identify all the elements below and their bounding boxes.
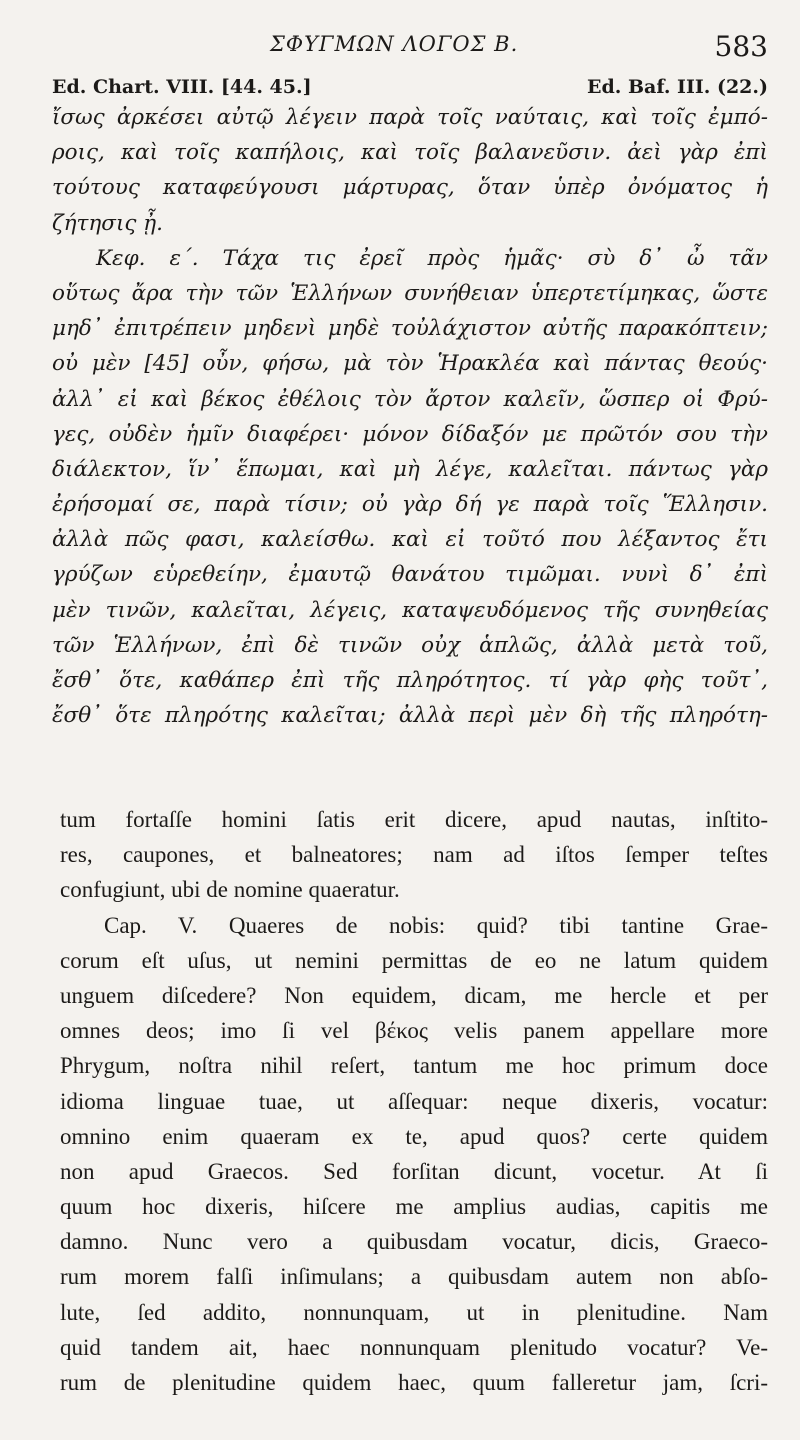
latin-line: confugiunt, ubi de nomine quaeratur. bbox=[60, 877, 400, 903]
edition-basel-reference: Ed. Baf. III. (22.) bbox=[586, 76, 768, 98]
latin-line: Phrygum, noſtra nihil reſert, tantum me hoc primum doce bbox=[60, 1053, 768, 1079]
latin-line: res, caupones, et balneatores; nam ad iſtos ſemper teſtes bbox=[60, 842, 768, 868]
greek-line: μηδ᾽ ἐπιτρέπειν μηδενὶ μηδὲ τοὐλάχιστον αὐτῆς παρακόπτειν; bbox=[52, 316, 768, 342]
greek-line: ἀλλὰ πῶς φασι, καλείσθω. καὶ εἰ τοῦτό που λέξαντος ἔτι bbox=[52, 527, 768, 553]
greek-line: τούτους καταφεύγουσι μάρτυρας, ὅταν ὑπὲρ ὀνόματος ἡ bbox=[52, 175, 768, 201]
latin-text-block bbox=[60, 802, 768, 1400]
latin-line: quum hoc dixeris, hiſcere me amplius audias, capitis me bbox=[60, 1194, 768, 1220]
greek-line: οὐ μὲν [45] οὖν, φήσω, μὰ τὸν Ἡρακλέα καὶ πάντας θεούς· bbox=[52, 351, 768, 377]
greek-line: τῶν Ἑλλήνων, ἐπὶ δὲ τινῶν οὐχ ἁπλῶς, ἀλλὰ μετὰ τοῦ, bbox=[52, 632, 768, 658]
latin-line: idioma linguae tuae, ut aſſequar: neque dixeris, vocatur: bbox=[60, 1088, 768, 1114]
latin-line: corum eſt uſus, ut nemini permittas de eo ne latum quidem bbox=[60, 947, 768, 973]
greek-line: οὕτως ἄρα τὴν τῶν Ἑλλήνων συνήθειαν ὑπερτετίμηκας, ὥστε bbox=[52, 280, 768, 306]
latin-line: omnes deos; imo ſi vel βέκος velis panem appellare more bbox=[60, 1018, 768, 1044]
greek-line: γρύζων εὑρεθείην, ἐμαυτῷ θανάτου τιμῶμαι. νυνὶ δ᾽ ἐπὶ bbox=[52, 562, 768, 588]
latin-line: lute, ſed addito, nonnunquam, ut in plenitudine. Nam bbox=[60, 1299, 768, 1325]
greek-line: διάλεκτον, ἵν᾽ ἕπωμαι, καὶ μὴ λέγε, καλεῖται. πάντως γὰρ bbox=[52, 456, 768, 482]
greek-line: ἔσθ᾽ ὅτε πληρότης καλεῖται; ἀλλὰ περὶ μὲν δὴ τῆς πληρότη- bbox=[52, 703, 768, 729]
greek-line: ἴσως ἀρκέσει αὐτῷ λέγειν παρὰ τοῖς ναύταις, καὶ τοῖς ἐμπό- bbox=[52, 105, 768, 130]
greek-line: ἐρήσομαί σε, παρὰ τίσιν; οὐ γὰρ δή γε παρὰ τοῖς Ἕλλησιν. bbox=[52, 492, 768, 518]
latin-line: unguem diſcedere? Non equidem, dicam, me hercle et per bbox=[60, 982, 768, 1008]
latin-line: Cap. V. Quaeres de nobis: quid? tibi tantine Grae- bbox=[104, 912, 768, 938]
greek-line: ἀλλ᾽ εἰ καὶ βέκος ἐθέλοις τὸν ἄρτον καλεῖν, ὥσπερ οἱ Φρύ- bbox=[52, 386, 768, 412]
greek-line: Κεφ. ε΄. Τάχα τις ἐρεῖ πρὸς ἡμᾶς· σὺ δ᾽ ὦ τᾶν bbox=[96, 245, 768, 271]
latin-line: quid tandem ait, haec nonnunquam plenitudo vocatur? Ve- bbox=[60, 1334, 768, 1360]
greek-line: γες, οὐδὲν ἡμῖν διαφέρει· μόνον δίδαξόν με πρῶτόν σου τὴν bbox=[52, 421, 768, 447]
greek-line: ζήτησις ᾖ. bbox=[52, 210, 164, 236]
latin-line: tum fortaſſe homini ſatis erit dicere, apud nautas, inſtito- bbox=[60, 807, 768, 832]
page-number: 583 bbox=[714, 30, 768, 63]
latin-line: rum morem falſi inſimulans; a quibusdam autem non abſo- bbox=[60, 1264, 768, 1290]
latin-line: omnino enim quaeram ex te, apud quos? certe quidem bbox=[60, 1123, 768, 1149]
greek-line: ἔσθ᾽ ὅτε, καθάπερ ἐπὶ τῆς πληρότητος. τί γὰρ φὴς τοῦτ᾽, bbox=[52, 668, 768, 693]
running-head-title: ΣΦΥΓΜΩΝ ΛΟΓΟΣ Β. bbox=[270, 32, 519, 56]
greek-line: ροις, καὶ τοῖς καπήλοις, καὶ τοῖς βαλανεῦσιν. ἀεὶ γὰρ ἐπὶ bbox=[52, 140, 768, 166]
edition-chart-reference: Ed. Chart. VIII. [44. 45.] bbox=[52, 76, 312, 98]
running-head bbox=[0, 30, 800, 70]
greek-line: μὲν τινῶν, καλεῖται, λέγεις, καταψευδόμενος τῆς συνηθείας bbox=[52, 597, 768, 623]
latin-line: damno. Nunc vero a quibusdam vocatur, dicis, Graeco- bbox=[60, 1229, 768, 1255]
greek-text-block bbox=[52, 100, 768, 733]
latin-line: non apud Graecos. Sed forſitan dicunt, vocetur. At ſi bbox=[60, 1158, 768, 1184]
latin-line: rum de plenitudine quidem haec, quum falleretur jam, ſcri- bbox=[60, 1370, 768, 1395]
